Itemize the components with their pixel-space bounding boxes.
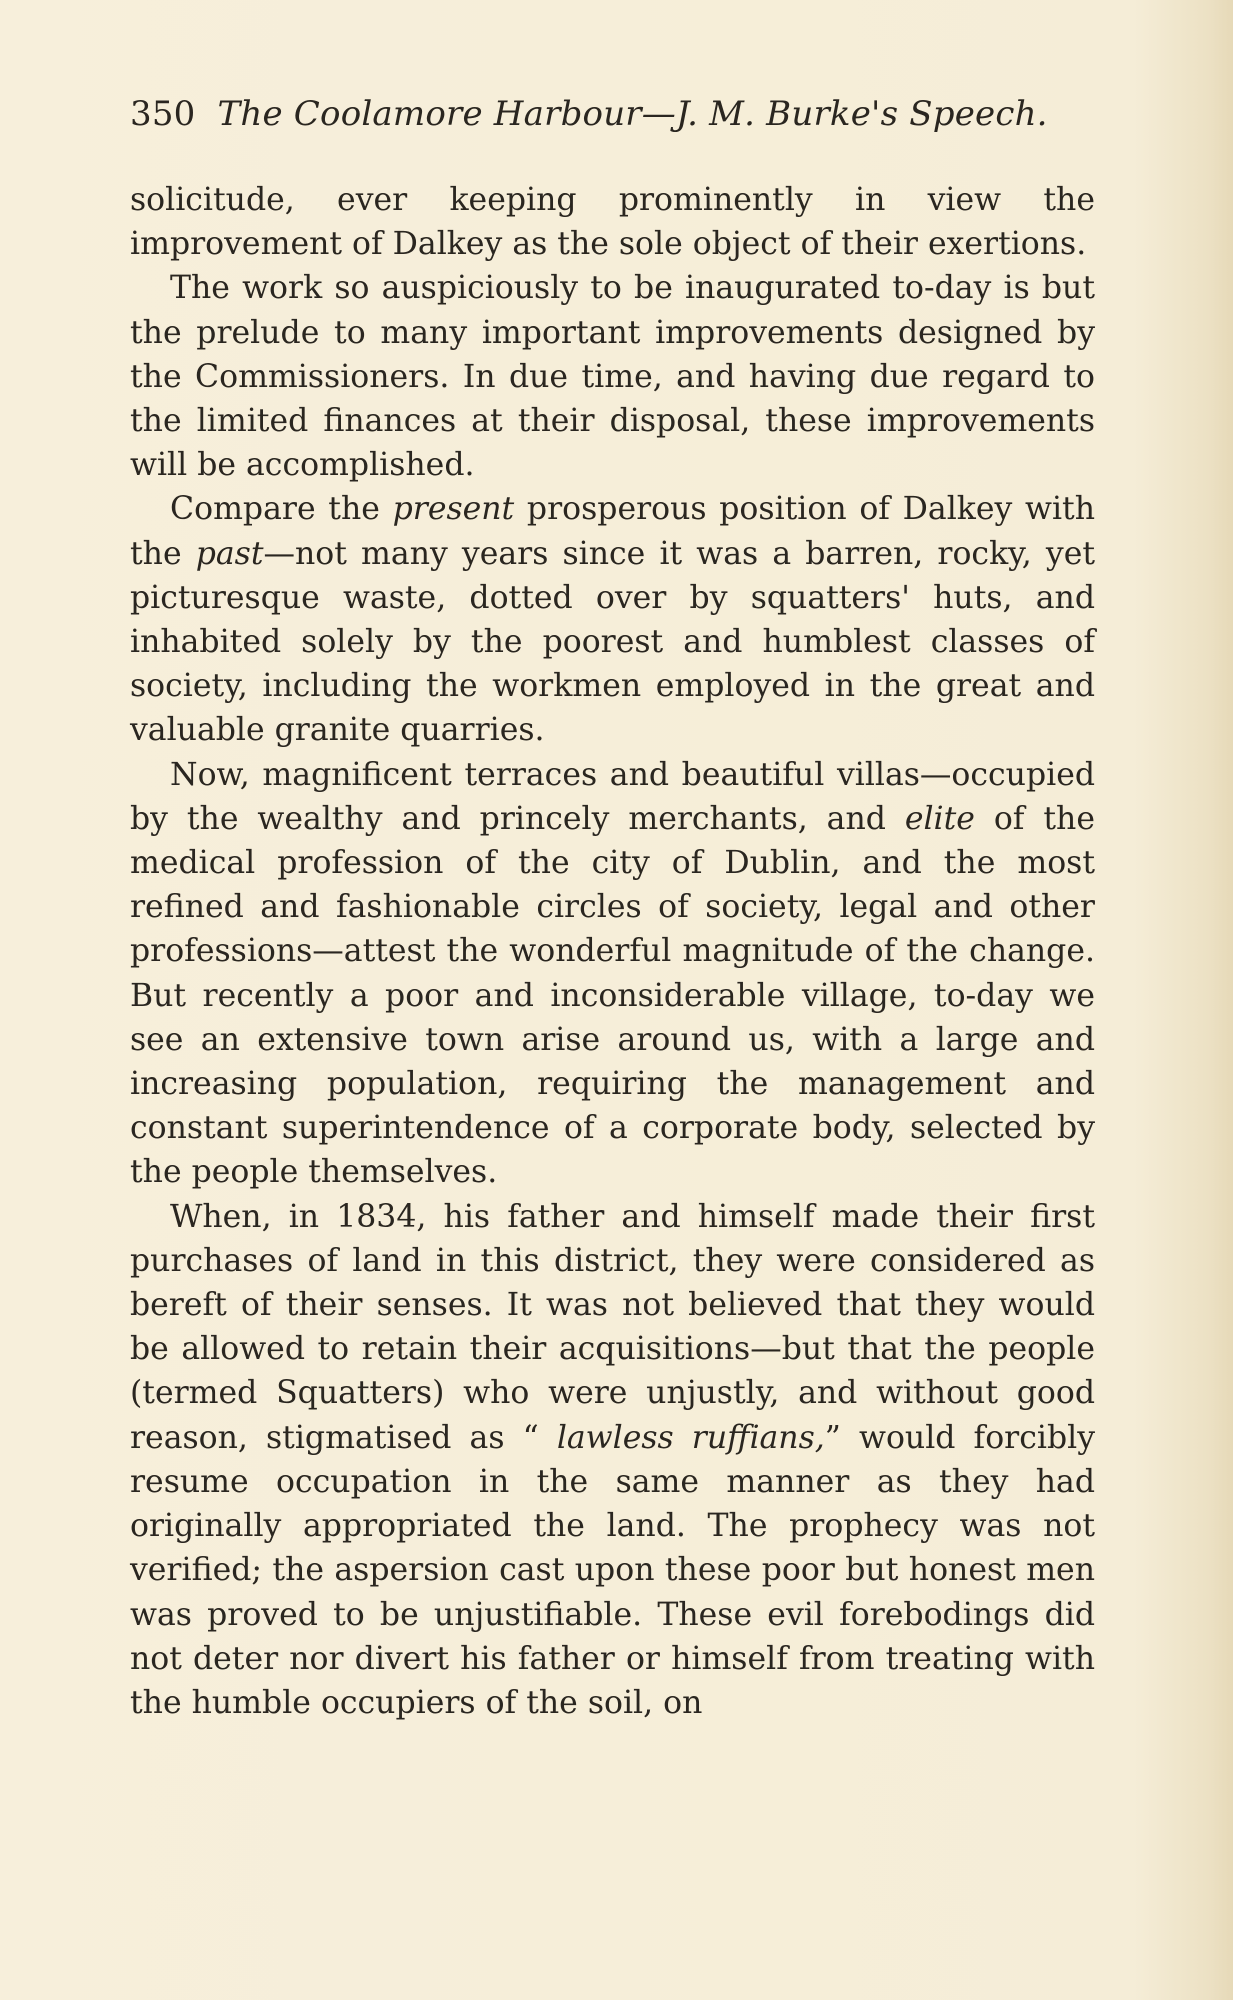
paragraph-3 bbox=[130, 487, 1095, 752]
paragraph-3-segment-2: prosperous position of Dalkey with the bbox=[130, 491, 1095, 572]
italic-word-present: present bbox=[392, 491, 515, 528]
italic-word-elite: elite bbox=[904, 800, 975, 837]
paragraph-4-segment-1: Now, magnificent terraces and beautiful villas—occupied by the wealthy and princely merchants, and bbox=[130, 756, 1095, 837]
paragraph-2-text: The work so auspiciously to be inaugurated to-day is but the prelude to many important improvements designed by the Commissioners. In due time, and having due regard to the limited finances at their disposal, these improvements will be accomplished. bbox=[130, 270, 1095, 484]
paragraph-4-segment-2: of the medical profession of the city of Dublin, and the most refined and fashionable circles of society, legal and other professions—attest the wonderful magnitude of the change. But recently a poor and inconsiderable village, to-day we see an extensive town arise around us, with a large and increasing population, requiring the management and constant superintendence of a corporate body, selected by the people themselves. bbox=[130, 800, 1095, 1191]
italic-word-past: past bbox=[195, 535, 264, 572]
paragraph-3-segment-3: —not many years since it was a barren, rocky, yet picturesque waste, dotted over by squatters' huts, and inhabited solely by the poorest and humblest classes of society, including the workmen employed in the great and valuable granite quarries. bbox=[130, 535, 1096, 749]
paragraph-3-segment-1: Compare the bbox=[170, 491, 393, 528]
paragraph-2 bbox=[130, 266, 1095, 487]
running-title: The Coolamore Harbour—J. M. Burke's Speech. bbox=[217, 94, 1048, 134]
body-text bbox=[130, 178, 1095, 1725]
page-number: 350 bbox=[130, 94, 196, 134]
paragraph-5-segment-2: ” would forcibly resume occupation in the same manner as they had originally appropriated the land. The prophecy was not verified; the aspersion cast upon these poor but honest men was proved to be unjustifiable. These evil forebodings did not deter nor divert his father or himself from treating with the humble occupiers of the soil, on bbox=[130, 1419, 1095, 1721]
paragraph-1-text: solicitude, ever keeping prominently in view the improvement of Dalkey as the sole object of their exertions. bbox=[130, 182, 1095, 263]
paragraph-4 bbox=[130, 753, 1095, 1195]
page-header bbox=[130, 94, 1090, 134]
paragraph-5-segment-1: When, in 1834, his father and himself made their first purchases of land in this district, they were considered as bereft of their senses. It was not believed that they would be allowed to retain their acquisitions—but that the people (termed Squatters) who were unjustly, and without good reason, stigmatised as “ bbox=[130, 1198, 1095, 1456]
paragraph-1 bbox=[130, 178, 1095, 266]
paragraph-5 bbox=[130, 1195, 1095, 1725]
italic-phrase-lawless-ruffians: lawless ruffians, bbox=[556, 1419, 825, 1456]
